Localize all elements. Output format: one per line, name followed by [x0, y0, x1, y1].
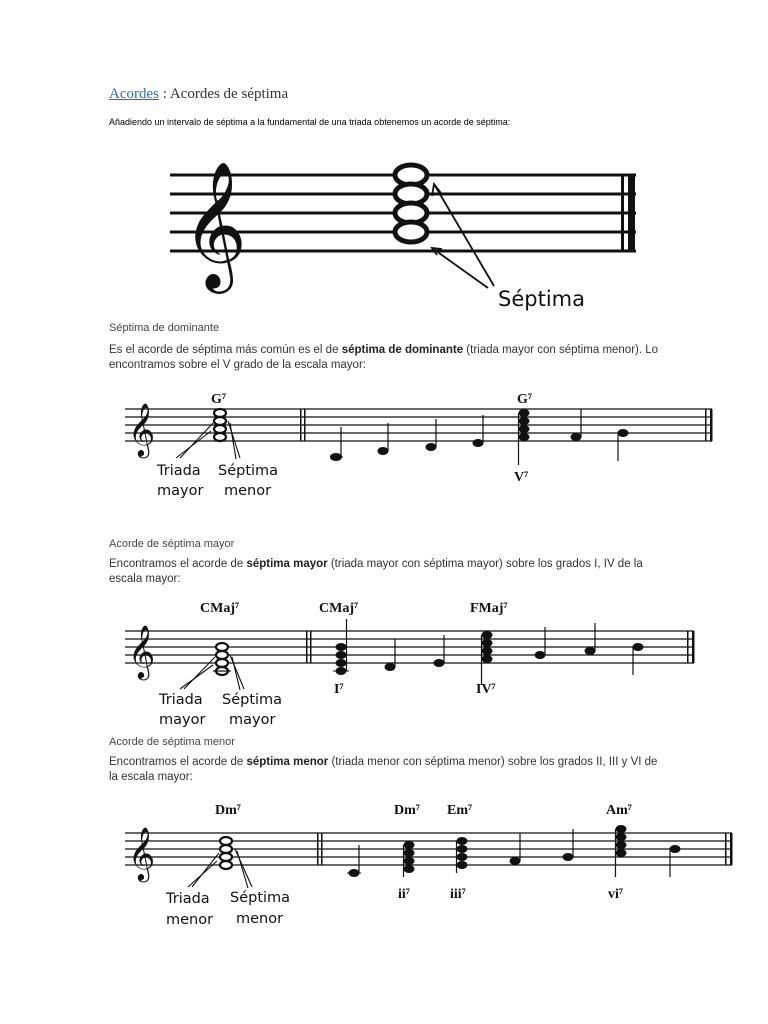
- chord-symbol: G⁷: [211, 392, 227, 407]
- degree-label: V⁷: [514, 470, 529, 485]
- treble-clef-icon: 𝄞: [182, 160, 248, 288]
- treble-clef-icon: 𝄞: [128, 402, 156, 456]
- treble-clef-icon: 𝄞: [128, 624, 156, 678]
- title-separator: :: [158, 86, 170, 102]
- chord-notes: [395, 165, 427, 242]
- triad-label: Triada: [157, 463, 201, 479]
- heading-menor: Acorde de séptima menor: [109, 736, 235, 748]
- triad-label: mayor: [159, 712, 206, 728]
- degree-label: vi⁷: [608, 887, 624, 902]
- heading-mayor: Acorde de séptima mayor: [109, 538, 235, 550]
- arrows: [432, 184, 494, 288]
- degree-label: I⁷: [334, 682, 344, 697]
- figure-mayor: [0, 595, 768, 735]
- chord-symbol: Am⁷: [606, 803, 632, 818]
- chord-symbol: Dm⁷: [394, 803, 420, 818]
- seventh-label: Séptima: [230, 890, 291, 906]
- treble-clef-icon: 𝄞: [128, 826, 156, 880]
- triad-label: Triada: [159, 692, 203, 708]
- degree-label: iii⁷: [450, 887, 466, 902]
- chord-symbol: Dm⁷: [215, 803, 241, 818]
- seventh-label: menor: [224, 483, 272, 499]
- seventh-label: Séptima: [218, 463, 279, 479]
- figure-septima-staff: [0, 0, 768, 330]
- septima-label: Séptima: [498, 287, 585, 311]
- figure-menor: [0, 793, 768, 943]
- chord-symbol: G⁷: [517, 392, 533, 407]
- triad-label: mayor: [157, 483, 204, 499]
- title-text: Acordes de séptima: [169, 86, 289, 102]
- text-menor: Encontramos el acorde de séptima menor (triada menor con séptima menor) sobre los grados II, III y VI de la escala mayor:: [109, 756, 658, 783]
- figure-dominante: [0, 385, 768, 515]
- chord-symbol: CMaj⁷: [200, 601, 240, 616]
- degree-label: IV⁷: [476, 682, 496, 697]
- text-mayor: Encontramos el acorde de séptima mayor (triada mayor con séptima mayor) sobre los grados I, IV de la escala mayor:: [109, 558, 643, 585]
- acordes-link[interactable]: Acordes: [109, 86, 159, 102]
- triad-label: Triada: [166, 891, 210, 907]
- degree-label: ii⁷: [398, 887, 410, 902]
- seventh-label: menor: [236, 911, 284, 927]
- chord-symbol: FMaj⁷: [470, 601, 508, 616]
- seventh-label: Séptima: [222, 692, 283, 708]
- intro-text: Añadiendo un intervalo de séptima a la fundamental de una triada obtenemos un acorde de séptima:: [109, 117, 511, 127]
- final-barline: [621, 175, 635, 251]
- heading-dominante: Séptima de dominante: [109, 322, 220, 334]
- chord-symbol: CMaj⁷: [319, 601, 359, 616]
- chord-symbol: Em⁷: [447, 803, 473, 818]
- text-dominante: Es el acorde de séptima más común es el de séptima de dominante (triada mayor con séptima menor). Lo encontramos sobre el V grado de la escala mayor:: [109, 344, 659, 371]
- seventh-label: mayor: [229, 712, 276, 728]
- triad-label: menor: [166, 912, 214, 928]
